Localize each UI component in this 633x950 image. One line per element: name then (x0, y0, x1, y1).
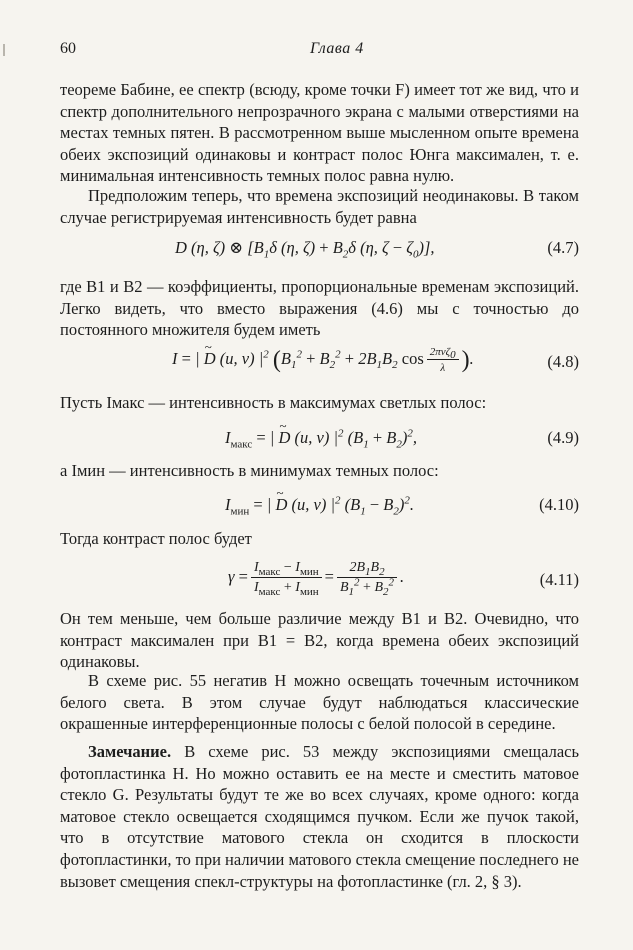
formula-4-8: I = | ~ D (u, ν) $|^2$ ($B_1^2 + B_2^2 + 2B_1B_2$ cos $\frac{2\pi\nu\zeta_0}{\lambda}$ ). (172, 346, 474, 374)
equation-number-4-7: (4.7) (547, 238, 579, 257)
equation-number-4-9: (4.9) (547, 428, 579, 447)
page-number: 60 (60, 40, 76, 57)
equation-number-4-10: (4.10) (539, 495, 579, 514)
running-title: Глава 4 (310, 40, 364, 57)
paragraph-7: Он тем меньше, чем больше различие между B1 и B2. Очевидно, что контраст максимален при B1 = B2, когда времена обеих экспозиций одинаковы. (60, 609, 579, 672)
formula-4-9: $I_{макс}$ = | ~ D (u, ν) $|^2$ $(B_1 + B_2)^2$, (225, 426, 417, 450)
remark-label: Замечание. (88, 742, 172, 761)
paragraph-3: где B1 и B2 — коэффициенты, пропорциональные временам экспозиций. Легко видеть, что вместо выражения (4.6) мы с точностью до постоянного множителя будем иметь (60, 277, 579, 340)
paragraph-8: В схеме рис. 55 негатив H можно освещать точечным источником белого света. В этом случае будут наблюдаться классические окрашенные интерференционные полосы с белой полосой в середине. (60, 671, 579, 734)
paragraph-6: Тогда контраст полос будет (60, 529, 252, 548)
equation-4-8 (60, 344, 579, 380)
paragraph-5: а Iмин — интенсивность в минимумах темных полос: (60, 461, 439, 480)
formula-4-7: D (η, ζ) ⊗ [$B_1\delta$ (η, $\zeta) + B_2\delta$ (η, $\zeta - \zeta_0$)], (175, 238, 435, 261)
formula-4-10: $I_{мин}$ = | ~ D (u, ν) $|^2$ $(B_1 - B_2)^2$. (225, 493, 414, 517)
remark-text: В схеме рис. 53 между экспозициями смещалась фотопластинка H. Но можно оставить ее на месте и сместить матовое стекло G. Результаты будут те же во всех случаях, кроме одного: когда матовое стекло освещается сходящимся пучком. Если же пучок такой, что в отсутствие матового стекла он сходится в плоскости фотопластинки, то при наличии матового стекла смещение последнего не вызовет смещения спекл-структуры на фотопластинке (гл. 2, § 3). (60, 742, 580, 891)
paragraph-2: Предположим теперь, что времена экспозиций неодинаковы. В таком случае регистрируемая интенсивность будет равна (60, 186, 579, 227)
page-header (60, 40, 577, 62)
paragraph-4: Пусть Iмакс — интенсивность в максимумах светлых полос: (60, 393, 487, 412)
equation-number-4-11: (4.11) (539, 570, 579, 589)
equation-4-10 (60, 493, 579, 523)
paragraph-1: теореме Бабине, ее спектр (всюду, кроме точки F) имеет тот же вид, что и спектр дополнительного непрозрачного экрана с малыми отверстиями на местах темных пятен. В рассмотренном выше мысленном опыте времена обеих экспозиций одинаковы и контраст полос Юнга максимален, т. е. минимальная интенсивность темных полос равна нулю. (60, 80, 579, 186)
equation-4-11 (60, 558, 579, 602)
equation-number-4-8: (4.8) (547, 352, 579, 371)
paragraph-9 (60, 741, 579, 892)
equation-4-7 (60, 236, 579, 266)
formula-4-11: γ = $\frac{I_{макс} - I_{мин}}{I_{макс} + I_{мин}}$ = $\frac{2B_1B_2}{B_1^2 + B_2^2}$ . (228, 560, 405, 598)
scan-edge-mark (3, 44, 5, 56)
equation-4-9 (60, 426, 579, 456)
